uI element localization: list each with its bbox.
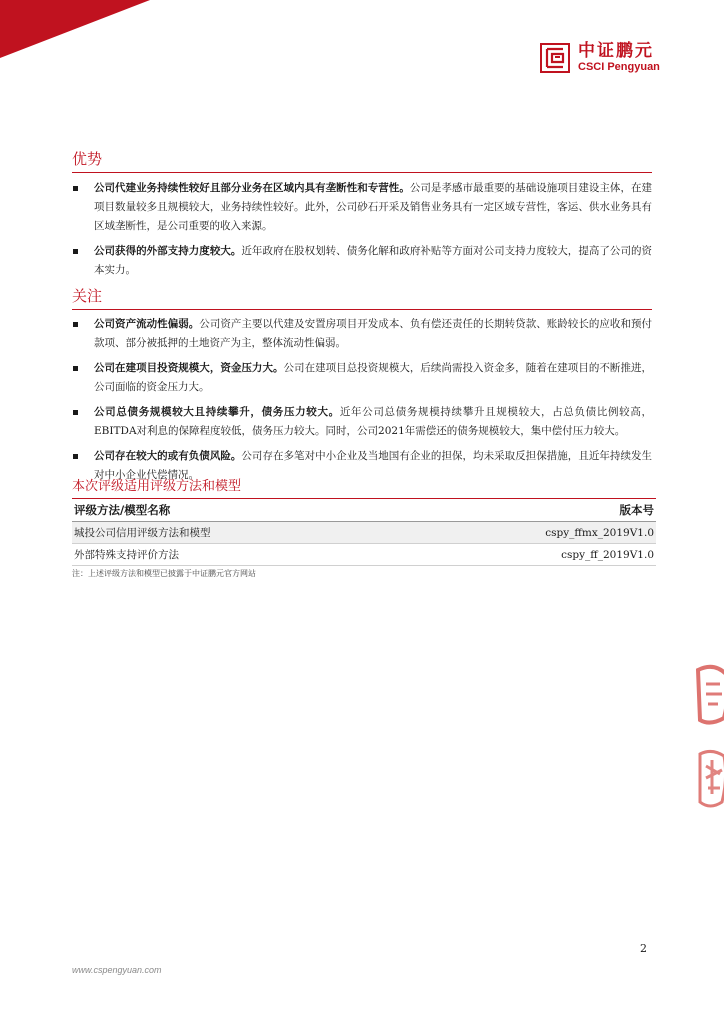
bullet-heading: 公司存在较大的或有负债风险。 (94, 450, 242, 462)
method-name-cell: 外部特殊支持评价方法 (72, 544, 396, 566)
red-seal-stamp-icon (696, 660, 724, 730)
bullet-text: 公司是孝感市最重要的基础设施项目建设主体，在建项目数量较多且规模较大，业务持续性较好。此外，公司砂石开采及销售业务具有一定区域专营性，客运、供水业务具有区域垄断性，是公司重要的收入来源。 (94, 182, 653, 232)
logo-seal-icon (540, 43, 570, 73)
concerns-list (72, 315, 652, 491)
concerns-title: 关注 (72, 286, 652, 310)
square-bullet-icon (73, 454, 78, 459)
list-item (72, 359, 652, 397)
list-item (72, 403, 652, 441)
company-logo (540, 42, 660, 74)
bullet-text: 公司存在多笔对中小企业及当地国有企业的担保，均未采取反担保措施，且近年持续发生对中小企业代偿情况。 (94, 450, 653, 481)
logo-cn-text: 中证鹏元 (578, 41, 654, 61)
bullet-text: 近年公司总债务规模持续攀升且规模较大，占总负债比例较高，EBITDA对利息的保障程度较低，债务压力较大。同时，公司2021年需偿还的债务规模较大，集中偿付压力较大。 (94, 406, 653, 437)
strengths-list (72, 179, 652, 286)
method-version-cell: cspy_ff_2019V1.0 (396, 544, 656, 566)
page-number: 2 (640, 942, 647, 955)
column-header-name: 评级方法/模型名称 (72, 499, 396, 522)
square-bullet-icon (73, 322, 78, 327)
footer-website: www.cspengyuan.com (72, 965, 162, 975)
methods-table (72, 499, 656, 566)
header-corner-decoration (0, 0, 150, 58)
list-item (72, 179, 652, 236)
bullet-text: 近年政府在股权划转、债务化解和政府补贴等方面对公司支持力度较大，提高了公司的资本实力。 (94, 245, 653, 276)
strengths-title: 优势 (72, 149, 652, 173)
bullet-heading: 公司总债务规模较大且持续攀升，债务压力较大。 (94, 406, 340, 418)
bullet-heading: 公司获得的外部支持力度较大。 (94, 245, 242, 257)
bullet-heading: 公司在建项目投资规模大，资金压力大。 (94, 362, 284, 374)
bullet-text: 公司资产主要以代建及安置房项目开发成本、负有偿还责任的长期转贷款、账龄较长的应收和预付款项、部分被抵押的土地资产为主，整体流动性偏弱。 (94, 318, 653, 349)
column-header-version: 版本号 (396, 499, 656, 522)
logo-en-text: CSCI Pengyuan (578, 61, 660, 73)
method-version-cell: cspy_ffmx_2019V1.0 (396, 522, 656, 544)
list-item (72, 242, 652, 280)
table-row (72, 522, 656, 544)
list-item (72, 315, 652, 353)
square-bullet-icon (73, 410, 78, 415)
table-row (72, 544, 656, 566)
methods-title: 本次评级适用评级方法和模型 (72, 478, 656, 499)
bullet-text: 公司在建项目总投资规模大，后续尚需投入资金多，随着在建项目的不断推进，公司面临的资金压力大。 (94, 362, 653, 393)
method-name-cell: 城投公司信用评级方法和模型 (72, 522, 396, 544)
square-bullet-icon (73, 366, 78, 371)
bullet-heading: 公司代建业务持续性较好且部分业务在区域内具有垄断性和专营性。 (94, 182, 410, 194)
red-seal-stamp-icon (696, 748, 724, 818)
table-header-row (72, 499, 656, 522)
bullet-heading: 公司资产流动性偏弱。 (94, 318, 200, 330)
square-bullet-icon (73, 249, 78, 254)
rating-methods-section (72, 478, 656, 579)
square-bullet-icon (73, 186, 78, 191)
methods-note: 注：上述评级方法和模型已披露于中证鹏元官方网站 (72, 569, 256, 578)
